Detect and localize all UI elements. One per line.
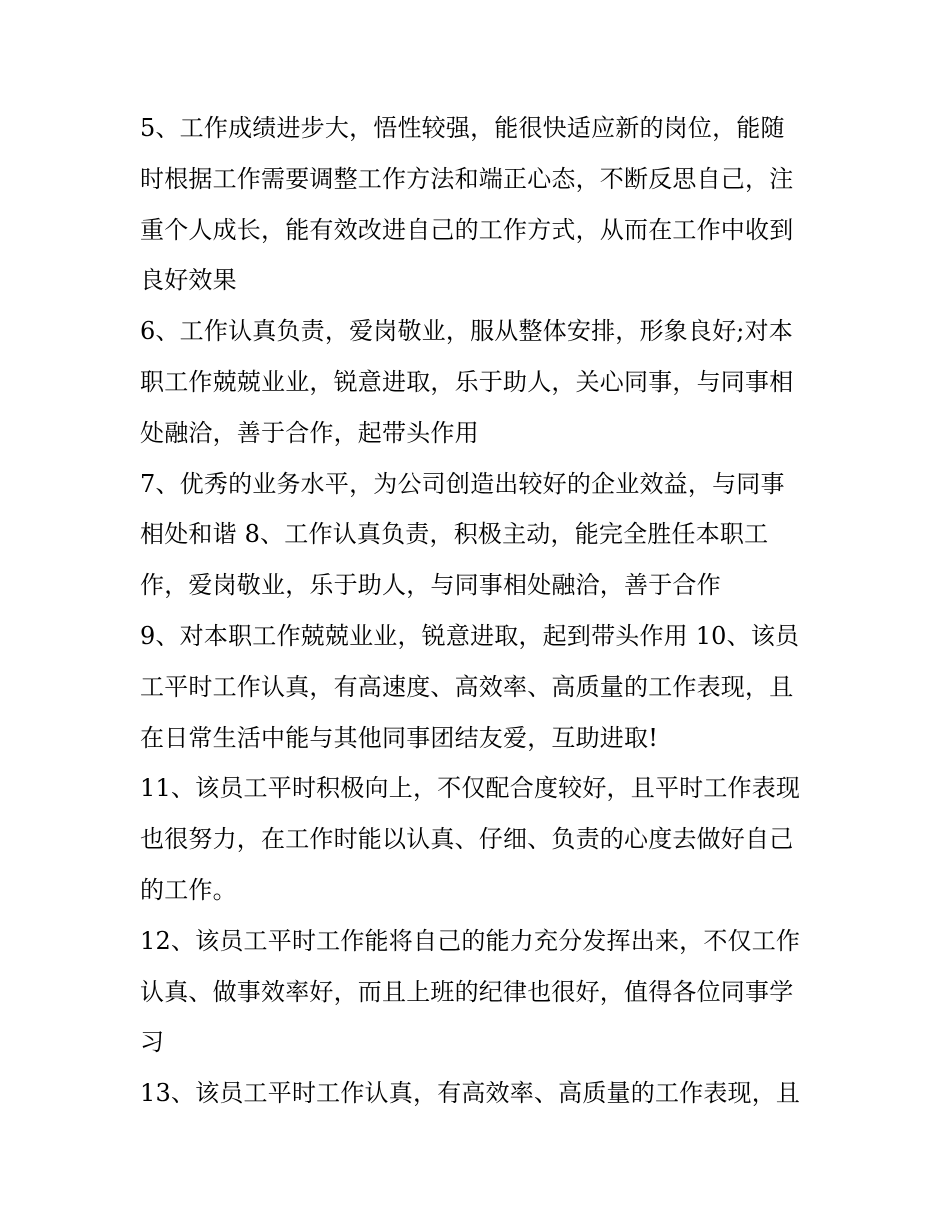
paragraph-item-6 (140, 306, 820, 458)
text-line: 的工作。 (140, 875, 237, 904)
text-line: 在日常生活中能与其他同事团结友爱，互助进取! (140, 723, 659, 752)
text-line: 认真、做事效率好，而且上班的纪律也很好，值得各位同事学 (140, 977, 794, 1006)
paragraph-item-5 (140, 103, 820, 306)
text-line: 6、工作认真负责，爱岗敬业，服从整体安排，形象良好;对本 (140, 317, 793, 346)
text-line: 重个人成长，能有效改进自己的工作方式，从而在工作中收到 (140, 215, 794, 244)
text-line: 12、该员工平时工作能将自己的能力充分发挥出来，不仅工作 (140, 926, 801, 955)
text-line: 处融洽，善于合作，起带头作用 (140, 418, 479, 447)
paragraph-item-12 (140, 916, 820, 1068)
paragraph-item-7-8 (140, 459, 820, 611)
text-line: 工平时工作认真，有高速度、高效率、高质量的工作表现，且 (140, 672, 794, 701)
text-line: 13、该员工平时工作认真，有高效率、高质量的工作表现，且 (140, 1079, 801, 1108)
text-line: 11、该员工平时积极向上，不仅配合度较好，且平时工作表现 (140, 774, 801, 803)
text-line: 9、对本职工作兢兢业业，锐意进取，起到带头作用 10、该员 (140, 621, 800, 650)
text-line: 职工作兢兢业业，锐意进取，乐于助人，关心同事，与同事相 (140, 367, 794, 396)
text-line: 相处和谐 8、工作认真负责，积极主动，能完全胜任本职工 (140, 520, 769, 549)
text-line: 习 (140, 1028, 165, 1057)
text-line: 5、工作成绩进步大，悟性较强，能很快适应新的岗位，能随 (140, 114, 785, 142)
text-line: 作，爱岗敬业，乐于助人，与同事相处融洽，善于合作 (140, 571, 721, 600)
text-line: 时根据工作需要调整工作方法和端正心态，不断反思自己，注 (140, 164, 794, 193)
text-line: 良好效果 (140, 266, 237, 295)
paragraph-item-13 (140, 1068, 820, 1119)
document-body (140, 103, 820, 1119)
paragraph-item-11 (140, 763, 820, 915)
text-line: 7、优秀的业务水平，为公司创造出较好的企业效益，与同事 (140, 469, 785, 498)
paragraph-item-9-10 (140, 611, 820, 763)
text-line: 也很努力，在工作时能以认真、仔细、负责的心度去做好自己 (140, 825, 794, 854)
